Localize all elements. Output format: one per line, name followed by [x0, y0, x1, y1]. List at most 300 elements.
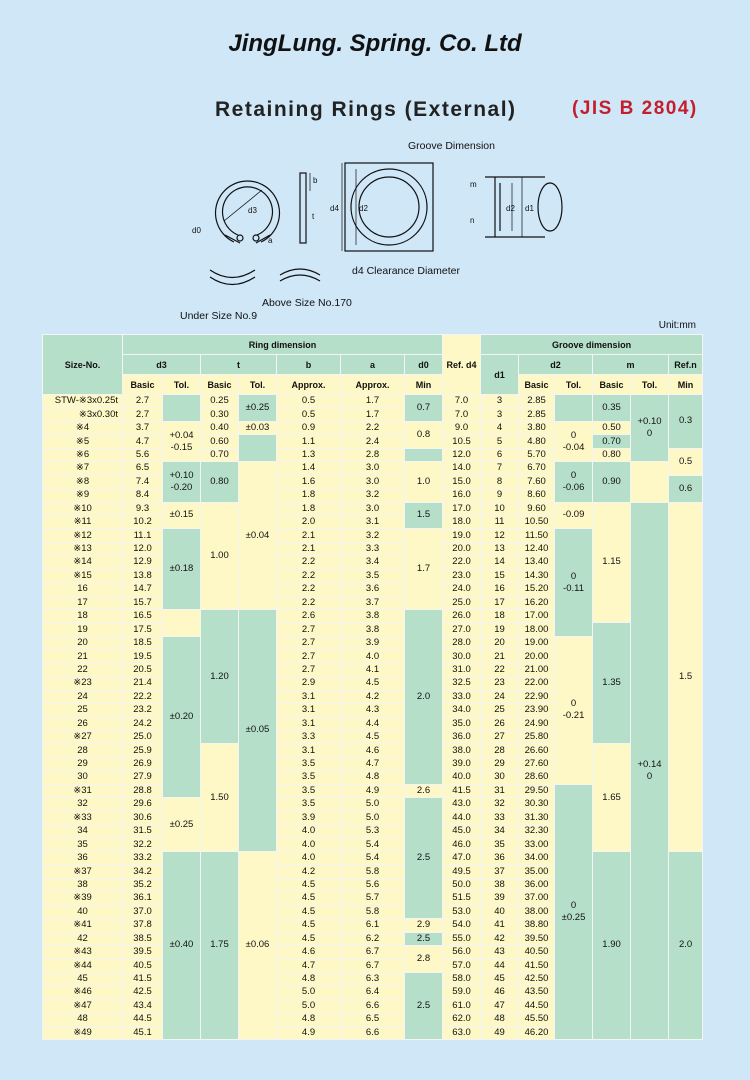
- d3-tol: [163, 610, 201, 637]
- b-approx: 2.7: [277, 623, 341, 636]
- b-approx: 4.5: [277, 919, 341, 932]
- size-no: 18: [43, 610, 123, 623]
- b-approx: 3.5: [277, 798, 341, 811]
- size-no: 16: [43, 583, 123, 596]
- refn-min: [669, 851, 703, 1039]
- a-approx: 5.4: [341, 838, 405, 851]
- d1: 17: [481, 596, 519, 609]
- d3-basic: 31.5: [123, 825, 163, 838]
- a-approx: 1.7: [341, 408, 405, 421]
- b-approx: 4.2: [277, 865, 341, 878]
- ref-d4: 26.0: [443, 610, 481, 623]
- m-basic: [593, 502, 631, 623]
- d3-basic: 33.2: [123, 851, 163, 864]
- header-d3-tol: Tol.: [163, 375, 201, 395]
- ref-d4: 33.0: [443, 690, 481, 703]
- d2-basic: 42.50: [519, 972, 555, 985]
- ref-d4: 39.0: [443, 757, 481, 770]
- d0-min-value: 2.0: [416, 690, 431, 702]
- d3-basic: 2.7: [123, 408, 163, 421]
- a-approx: 6.6: [341, 999, 405, 1012]
- d3-basic: 42.5: [123, 986, 163, 999]
- size-no: ※31: [43, 784, 123, 797]
- d2-tol: [555, 636, 593, 784]
- d2-basic: 39.50: [519, 932, 555, 945]
- ref-d4: 41.5: [443, 784, 481, 797]
- b-approx: 4.7: [277, 959, 341, 972]
- d3-tol: [163, 798, 201, 852]
- b-approx: 1.8: [277, 489, 341, 502]
- d3-basic: 20.5: [123, 663, 163, 676]
- d2-basic: 38.80: [519, 919, 555, 932]
- d2-basic: 9.60: [519, 502, 555, 515]
- d0-min: [405, 798, 443, 919]
- d2-basic: 25.80: [519, 730, 555, 743]
- size-no: ※13: [43, 542, 123, 555]
- ref-d4: 46.0: [443, 838, 481, 851]
- b-approx: 3.5: [277, 757, 341, 770]
- d3-basic: 5.6: [123, 448, 163, 461]
- d2-basic: 2.85: [519, 408, 555, 421]
- m-basic: [593, 421, 631, 434]
- b-approx: 2.2: [277, 583, 341, 596]
- d3-basic: 32.2: [123, 838, 163, 851]
- d3-tol-value-lower: -0.15: [170, 441, 193, 453]
- t-basic-value: 1.50: [210, 791, 229, 803]
- b-approx: 4.5: [277, 932, 341, 945]
- header-d2-tol: Tol.: [555, 375, 593, 395]
- b-approx: 2.9: [277, 677, 341, 690]
- d2-basic: 23.90: [519, 704, 555, 717]
- size-no: 24: [43, 690, 123, 703]
- d2-basic: 46.20: [519, 1026, 555, 1039]
- d0-min-value: 2.5: [416, 932, 431, 944]
- d2-basic: 4.80: [519, 435, 555, 448]
- d3-basic: 6.5: [123, 462, 163, 475]
- ref-d4: 7.0: [443, 408, 481, 421]
- m-basic-value: 0.70: [602, 435, 621, 447]
- size-no: ※44: [43, 959, 123, 972]
- d0-min: [405, 502, 443, 529]
- ref-d4: 9.0: [443, 421, 481, 434]
- m-basic: [593, 448, 631, 461]
- b-approx: 2.7: [277, 650, 341, 663]
- d1: 21: [481, 650, 519, 663]
- d2-tol-value-lower: -0.04: [562, 441, 585, 453]
- b-approx: 4.0: [277, 825, 341, 838]
- d2-basic: 26.60: [519, 744, 555, 757]
- size-no: ※9: [43, 489, 123, 502]
- d2-basic: 19.00: [519, 636, 555, 649]
- ref-d4: 51.5: [443, 892, 481, 905]
- clearance-label: d4 Clearance Diameter: [352, 265, 460, 277]
- a-approx: 3.9: [341, 636, 405, 649]
- d1: 19: [481, 623, 519, 636]
- m-tol-value-lower: 0: [646, 770, 653, 782]
- d2-tol-value: 0: [570, 570, 577, 582]
- header-d2: d2: [519, 355, 593, 375]
- a-approx: 5.3: [341, 825, 405, 838]
- d2-tol: [555, 784, 593, 1039]
- refn-min-value: 1.5: [678, 670, 693, 682]
- d1: 29: [481, 757, 519, 770]
- d2-tol-value-lower: -0.06: [562, 481, 585, 493]
- d0-min-value: 0.8: [416, 428, 431, 440]
- b-approx: 3.1: [277, 744, 341, 757]
- d2-basic: 28.60: [519, 771, 555, 784]
- d3-basic: 15.7: [123, 596, 163, 609]
- d2-basic: 37.00: [519, 892, 555, 905]
- d1: 12: [481, 529, 519, 542]
- size-no: 20: [43, 636, 123, 649]
- table-row: [43, 448, 703, 461]
- m-basic-value: 1.90: [602, 939, 621, 951]
- company-name: JingLung. Spring. Co. Ltd: [228, 30, 522, 57]
- size-no: 38: [43, 878, 123, 891]
- a-approx: 5.6: [341, 878, 405, 891]
- b-approx: 3.3: [277, 730, 341, 743]
- a-approx: 4.1: [341, 663, 405, 676]
- d2-basic: 43.50: [519, 986, 555, 999]
- d1: 10: [481, 502, 519, 515]
- label-n: n: [470, 216, 475, 225]
- b-approx: 4.5: [277, 905, 341, 918]
- d3-tol-value-lower: -0.20: [170, 481, 193, 493]
- d2-basic: 17.00: [519, 610, 555, 623]
- d3-basic: 37.8: [123, 919, 163, 932]
- ref-d4: 18.0: [443, 515, 481, 528]
- t-basic-value: 1.00: [210, 549, 229, 561]
- d1: 22: [481, 663, 519, 676]
- d1: 26: [481, 717, 519, 730]
- size-no: ※39: [43, 892, 123, 905]
- a-approx: 3.5: [341, 569, 405, 582]
- d0-min-value: 2.8: [416, 952, 431, 964]
- b-approx: 3.1: [277, 704, 341, 717]
- d2-tol: [555, 395, 593, 422]
- size-no: STW-※3x0.25t: [43, 395, 123, 408]
- d0-min-value: 2.9: [416, 919, 431, 931]
- header-refn-min: Min: [669, 375, 703, 395]
- b-approx: 0.5: [277, 408, 341, 421]
- label-m: m: [470, 180, 477, 189]
- d0-min: [405, 945, 443, 972]
- header-t: t: [201, 355, 277, 375]
- d1: 20: [481, 636, 519, 649]
- header-d2-basic: Basic: [519, 375, 555, 395]
- d1: 14: [481, 556, 519, 569]
- d3-basic: 12.0: [123, 542, 163, 555]
- d1: 9: [481, 489, 519, 502]
- a-approx: 6.7: [341, 959, 405, 972]
- d2-basic: 29.50: [519, 784, 555, 797]
- label-d2-shaft: d2: [506, 204, 515, 213]
- ref-d4: 63.0: [443, 1026, 481, 1039]
- b-approx: 0.9: [277, 421, 341, 434]
- document-title: Retaining Rings (External): [215, 98, 517, 121]
- header-ring-dimension: Ring dimension: [123, 335, 443, 355]
- m-basic: [593, 462, 631, 502]
- header-d1: d1: [481, 355, 519, 395]
- a-approx: 5.4: [341, 851, 405, 864]
- ref-d4: 22.0: [443, 556, 481, 569]
- m-tol: [631, 395, 669, 462]
- d3-tol-value: ±0.25: [169, 818, 194, 830]
- header-b-approx: Approx.: [277, 375, 341, 395]
- m-basic: [593, 395, 631, 422]
- size-no: 45: [43, 972, 123, 985]
- d0-min: [405, 448, 443, 461]
- t-basic: [201, 502, 239, 610]
- b-approx: 2.7: [277, 636, 341, 649]
- d3-basic: 18.5: [123, 636, 163, 649]
- d3-basic: 22.2: [123, 690, 163, 703]
- t-tol: [239, 851, 277, 1039]
- b-approx: 3.1: [277, 690, 341, 703]
- d1: 6: [481, 448, 519, 461]
- a-approx: 3.8: [341, 623, 405, 636]
- m-basic-value: 1.65: [602, 791, 621, 803]
- d2-basic: 16.20: [519, 596, 555, 609]
- d1: 40: [481, 905, 519, 918]
- above-size-label: Above Size No.170: [262, 297, 352, 309]
- d3-tol-value: ±0.20: [169, 711, 194, 722]
- d2-tol: [555, 529, 593, 637]
- size-no: 21: [43, 650, 123, 663]
- header-a: a: [341, 355, 405, 375]
- b-approx: 4.0: [277, 838, 341, 851]
- size-no: 42: [43, 932, 123, 945]
- under-size-label: Under Size No.9: [180, 310, 258, 322]
- ref-d4: 47.0: [443, 851, 481, 864]
- d2-tol-value: 0: [570, 429, 577, 441]
- m-tol-value: +0.14: [637, 758, 662, 770]
- b-approx: 2.1: [277, 529, 341, 542]
- b-approx: 2.6: [277, 610, 341, 623]
- d2-basic: 5.70: [519, 448, 555, 461]
- size-no: ※41: [43, 919, 123, 932]
- d0-min: [405, 932, 443, 945]
- m-basic: [593, 623, 631, 744]
- header-t-tol: Tol.: [239, 375, 277, 395]
- d2-basic: 14.30: [519, 569, 555, 582]
- label-d0: d0: [192, 226, 201, 235]
- b-approx: 4.5: [277, 892, 341, 905]
- d1: 32: [481, 798, 519, 811]
- d3-basic: 7.4: [123, 475, 163, 488]
- d2-basic: 36.00: [519, 878, 555, 891]
- header-refn: Ref.n: [669, 355, 703, 375]
- a-approx: 3.2: [341, 489, 405, 502]
- d2-basic: 3.80: [519, 421, 555, 434]
- d1: 37: [481, 865, 519, 878]
- table-row: [43, 851, 703, 864]
- m-basic-value: 0.35: [602, 401, 621, 413]
- b-approx: 2.2: [277, 556, 341, 569]
- t-basic: 0.25: [201, 395, 239, 408]
- d3-basic: 45.1: [123, 1026, 163, 1039]
- t-tol-value: ±0.25: [245, 401, 270, 413]
- d3-basic: 13.8: [123, 569, 163, 582]
- d3-basic: 36.1: [123, 892, 163, 905]
- refn-min-value: 2.0: [678, 939, 693, 951]
- label-t: t: [312, 212, 315, 221]
- d2-basic: 22.90: [519, 690, 555, 703]
- b-approx: 3.5: [277, 784, 341, 797]
- d3-basic: 16.5: [123, 610, 163, 623]
- table-row: [43, 502, 703, 515]
- d0-min: [405, 529, 443, 610]
- d2-basic: 11.50: [519, 529, 555, 542]
- groove-dimension-label: Groove Dimension: [408, 140, 495, 152]
- t-tol-value: ±0.06: [245, 939, 270, 951]
- refn-min: [669, 502, 703, 851]
- d1: 23: [481, 677, 519, 690]
- d2-tol: [555, 421, 593, 461]
- ref-d4: 14.0: [443, 462, 481, 475]
- d3-tol-value: +0.04: [169, 429, 194, 441]
- ref-d4: 25.0: [443, 596, 481, 609]
- ref-d4: 62.0: [443, 1013, 481, 1026]
- a-approx: 4.8: [341, 771, 405, 784]
- a-approx: 2.8: [341, 448, 405, 461]
- d0-min: [405, 919, 443, 932]
- ref-d4: 50.0: [443, 878, 481, 891]
- size-no: ※49: [43, 1026, 123, 1039]
- d2-basic: 20.00: [519, 650, 555, 663]
- d3-basic: 3.7: [123, 421, 163, 434]
- ref-d4: 12.0: [443, 448, 481, 461]
- d1: 31: [481, 784, 519, 797]
- d3-basic: 40.5: [123, 959, 163, 972]
- ref-d4: 40.0: [443, 771, 481, 784]
- ref-d4: 49.5: [443, 865, 481, 878]
- d3-basic: 14.7: [123, 583, 163, 596]
- ref-d4: 36.0: [443, 730, 481, 743]
- label-d3: d3: [248, 206, 257, 215]
- d2-basic: 34.00: [519, 851, 555, 864]
- d2-basic: 30.30: [519, 798, 555, 811]
- size-no: ※6: [43, 448, 123, 461]
- d0-min: [405, 421, 443, 448]
- ref-d4: 35.0: [443, 717, 481, 730]
- d1: 8: [481, 475, 519, 488]
- d3-basic: 19.5: [123, 650, 163, 663]
- label-d2: d2: [359, 204, 368, 213]
- a-approx: 5.7: [341, 892, 405, 905]
- b-approx: 4.8: [277, 1013, 341, 1026]
- size-no: ※5: [43, 435, 123, 448]
- d3-tol-value: ±0.18: [169, 563, 194, 575]
- table-row: [43, 395, 703, 408]
- size-no: 48: [43, 1013, 123, 1026]
- standard-code: (JIS B 2804): [572, 98, 698, 119]
- ref-d4: 31.0: [443, 663, 481, 676]
- ref-d4: 10.5: [443, 435, 481, 448]
- d3-basic: 30.6: [123, 811, 163, 824]
- t-basic: 0.70: [201, 448, 239, 461]
- ref-d4: 32.5: [443, 677, 481, 690]
- d3-basic: 23.2: [123, 704, 163, 717]
- b-approx: 1.1: [277, 435, 341, 448]
- d3-basic: 10.2: [123, 515, 163, 528]
- a-approx: 3.0: [341, 502, 405, 515]
- d1: 43: [481, 945, 519, 958]
- label-a: a: [268, 236, 273, 245]
- ring-diagram: [170, 135, 590, 325]
- d2-basic: 40.50: [519, 945, 555, 958]
- t-tol-value: ±0.04: [245, 529, 270, 541]
- d2-basic: 22.00: [519, 677, 555, 690]
- ref-d4: 61.0: [443, 999, 481, 1012]
- ref-d4: 34.0: [443, 704, 481, 717]
- label-d4: d4: [330, 204, 339, 213]
- t-tol: [239, 435, 277, 462]
- b-approx: 3.1: [277, 717, 341, 730]
- d3-basic: 11.1: [123, 529, 163, 542]
- ref-d4: 59.0: [443, 986, 481, 999]
- a-approx: 2.2: [341, 421, 405, 434]
- d1: 15: [481, 569, 519, 582]
- t-basic-value: 1.75: [210, 939, 229, 951]
- d2-basic: 15.20: [519, 583, 555, 596]
- m-basic-value: 0.50: [602, 422, 621, 434]
- a-approx: 6.1: [341, 919, 405, 932]
- d1: 25: [481, 704, 519, 717]
- ref-d4: 17.0: [443, 502, 481, 515]
- a-approx: 5.8: [341, 905, 405, 918]
- size-no: ※14: [43, 556, 123, 569]
- m-tol: [631, 462, 669, 502]
- d2-basic: 32.30: [519, 825, 555, 838]
- size-no: 36: [43, 851, 123, 864]
- b-approx: 2.7: [277, 663, 341, 676]
- ref-d4: 16.0: [443, 489, 481, 502]
- d1: 38: [481, 878, 519, 891]
- size-no: ※15: [43, 569, 123, 582]
- d3-basic: 9.3: [123, 502, 163, 515]
- d1: 44: [481, 959, 519, 972]
- b-approx: 5.0: [277, 999, 341, 1012]
- d0-min-value: 1.5: [416, 509, 431, 521]
- d0-min-value: 1.0: [416, 475, 431, 487]
- b-approx: 4.5: [277, 878, 341, 891]
- ref-d4: 15.0: [443, 475, 481, 488]
- size-no: 28: [43, 744, 123, 757]
- d1: 48: [481, 1013, 519, 1026]
- table-row: [43, 421, 703, 434]
- b-approx: 3.9: [277, 811, 341, 824]
- ref-d4: 58.0: [443, 972, 481, 985]
- b-approx: 2.2: [277, 569, 341, 582]
- header-ref-d4: Ref. d4: [443, 335, 481, 395]
- d3-basic: 35.2: [123, 878, 163, 891]
- header-m: m: [593, 355, 669, 375]
- ref-d4: 43.0: [443, 798, 481, 811]
- size-no: ※43: [43, 945, 123, 958]
- m-basic-value: 1.35: [602, 677, 621, 689]
- d2-basic: 12.40: [519, 542, 555, 555]
- size-no: ※8: [43, 475, 123, 488]
- size-no: ※12: [43, 529, 123, 542]
- size-no: ※47: [43, 999, 123, 1012]
- m-basic-value: 0.80: [602, 448, 621, 460]
- table-row: [43, 744, 703, 757]
- d2-basic: 38.00: [519, 905, 555, 918]
- d3-basic: 38.5: [123, 932, 163, 945]
- t-basic: [201, 744, 239, 852]
- d3-basic: 8.4: [123, 489, 163, 502]
